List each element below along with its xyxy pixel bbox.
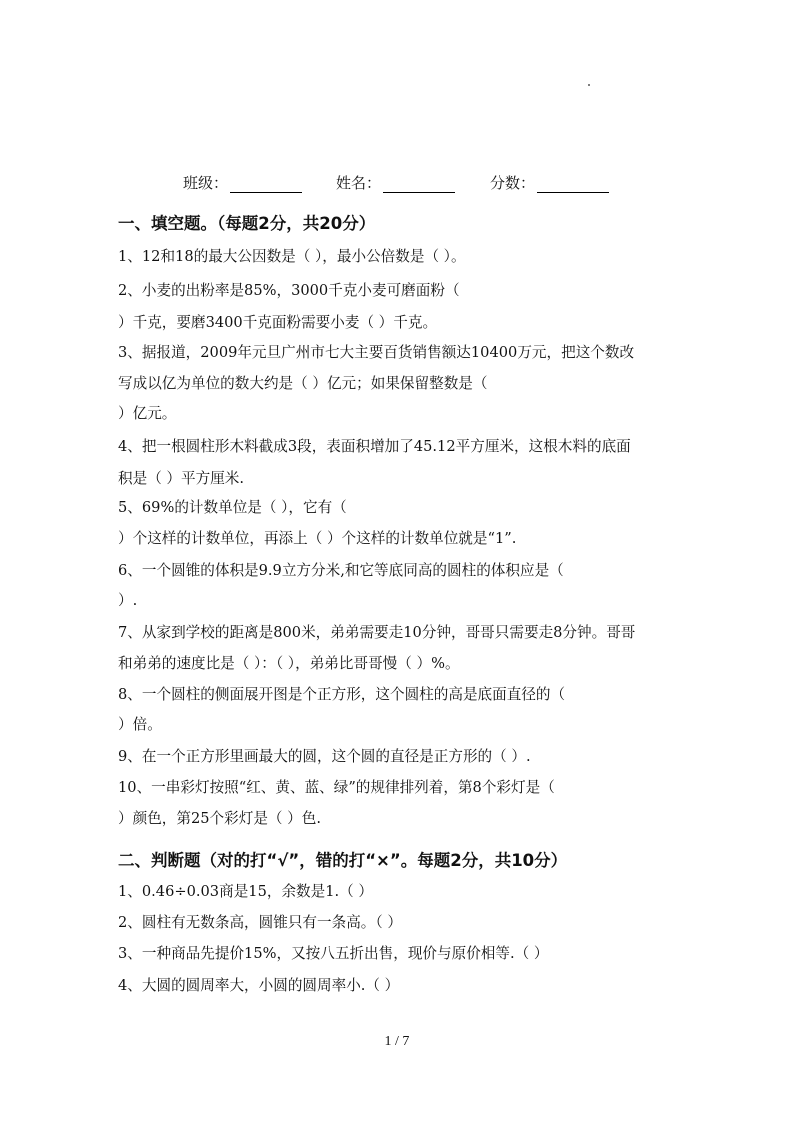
- question-line: 积是（ ）平方厘米.: [118, 470, 245, 487]
- score-label: 分数：: [490, 174, 536, 192]
- question-line: 和弟弟的速度比是（ ）：（ ），弟弟比哥哥慢（ ）%。: [118, 655, 460, 672]
- section-2-title: 二、判断题（对的打“√”，错的打“×”。每题2分，共10分）: [118, 851, 568, 870]
- question-line: 2、小麦的出粉率是85%，3000千克小麦可磨面粉（: [118, 282, 460, 299]
- question-line: 7、从家到学校的距离是800米，弟弟需要走10分钟，哥哥只需要走8分钟。哥哥: [118, 624, 636, 641]
- score-blank[interactable]: [537, 174, 609, 193]
- name-blank[interactable]: [383, 174, 455, 193]
- student-info-row: [0, 172, 794, 200]
- question-line: 6、一个圆锥的体积是9.9立方分米,和它等底同高的圆柱的体积应是（: [118, 562, 564, 579]
- judge-line: 2、圆柱有无数条高，圆锥只有一条高。（ ）: [118, 914, 402, 931]
- corner-dot: [588, 84, 590, 86]
- question-line: 3、据报道，2009年元旦广州市七大主要百货销售额达10400万元，把这个数改: [118, 344, 635, 361]
- judge-line: 4、大圆的圆周率大，小圆的圆周率小.（ ）: [118, 977, 400, 994]
- question-line: 9、在一个正方形里画最大的圆，这个圆的直径是正方形的（ ）.: [118, 748, 531, 765]
- question-line: ）个这样的计数单位，再添上（ ）个这样的计数单位就是“1”.: [118, 530, 517, 547]
- question-line: 4、把一根圆柱形木料截成3段，表面积增加了45.12平方厘米，这根木料的底面: [118, 438, 631, 455]
- question-line: ）倍。: [118, 716, 162, 733]
- question-line: ）千克，要磨3400千克面粉需要小麦（ ）千克。: [118, 314, 438, 331]
- question-line: 8、一个圆柱的侧面展开图是个正方形，这个圆柱的高是底面直径的（: [118, 686, 566, 703]
- question-line: 10、一串彩灯按照“红、黄、蓝、绿”的规律排列着，第8个彩灯是（: [118, 779, 555, 796]
- name-label: 姓名：: [336, 174, 382, 192]
- question-line: ）亿元。: [118, 405, 177, 422]
- question-line: 1、12和18的最大公因数是（ ），最小公倍数是（ ）。: [118, 248, 466, 265]
- score-field: [490, 172, 609, 193]
- judge-line: 1、0.46÷0.03商是15，余数是1.（ ）: [118, 883, 373, 900]
- section-1-title: 一、填空题。（每题2分，共20分）: [118, 214, 376, 233]
- judge-line: 3、一种商品先提价15%，又按八五折出售，现价与原价相等.（ ）: [118, 945, 549, 962]
- page-number: 1 / 7: [384, 1034, 410, 1049]
- question-line: 5、69%的计数单位是（ ），它有（: [118, 499, 347, 516]
- question-line: 写成以亿为单位的数大约是（ ）亿元；如果保留整数是（: [118, 375, 488, 392]
- class-blank[interactable]: [230, 174, 302, 193]
- name-field: [336, 172, 455, 193]
- class-field: [183, 172, 302, 193]
- class-label: 班级：: [183, 174, 229, 192]
- question-line: ）颜色，第25个彩灯是（ ）色.: [118, 810, 321, 827]
- question-line: ）.: [118, 592, 138, 609]
